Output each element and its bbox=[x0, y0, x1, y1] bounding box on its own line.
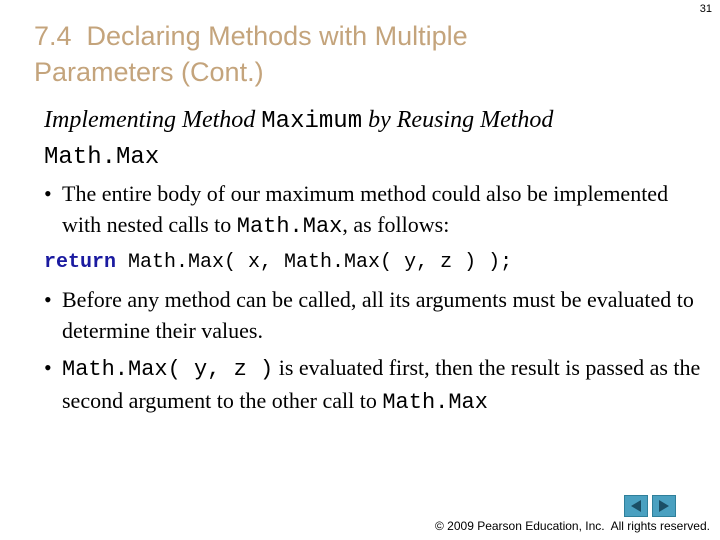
slide-subtitle bbox=[44, 103, 704, 175]
previous-slide-button[interactable] bbox=[624, 495, 648, 517]
subtitle-text-1: Implementing Method bbox=[44, 107, 262, 133]
slide-number: 31 bbox=[699, 3, 712, 15]
bullet-3-code-2: Math.Max bbox=[382, 390, 488, 415]
title-line-2: Parameters (Cont.) bbox=[34, 57, 264, 87]
bullet-3-code: Math.Max( y, z ) bbox=[62, 357, 274, 382]
triangle-left-icon bbox=[629, 499, 643, 513]
bullet-dot: • bbox=[44, 287, 52, 312]
code-line bbox=[44, 249, 512, 277]
code-keyword: return bbox=[44, 251, 117, 274]
triangle-right-icon bbox=[657, 499, 671, 513]
title-line-1: 7.4 Declaring Methods with Multiple bbox=[34, 21, 468, 51]
slide-title bbox=[34, 18, 654, 90]
bullet-1-text-2: , as follows: bbox=[342, 212, 450, 237]
bullet-3 bbox=[44, 352, 712, 418]
bullet-2 bbox=[44, 284, 712, 346]
bullet-1 bbox=[44, 178, 712, 242]
bullet-dot: • bbox=[44, 355, 52, 380]
slide-navigation bbox=[624, 495, 676, 517]
bullet-1-text-1: The entire body of our maximum method could also be implemented with nested calls to bbox=[62, 181, 669, 237]
subtitle-text-2: by Reusing Method bbox=[362, 107, 560, 133]
bullet-3-text: is evaluated first, then the result is passed as the second argument to the other call to bbox=[62, 355, 701, 413]
copyright-notice: © 2009 Pearson Education, Inc. All rights reserved. bbox=[435, 519, 710, 533]
bullet-dot: • bbox=[44, 181, 52, 206]
subtitle-code-1: Maximum bbox=[261, 108, 363, 135]
bullet-1-code: Math.Max bbox=[236, 214, 343, 239]
code-rest: Math.Max( x, Math.Max( y, z ) ); bbox=[116, 251, 513, 274]
bullet-2-text: Before any method can be called, all its arguments must be evaluated to determine their values. bbox=[62, 287, 694, 343]
subtitle-code-2: Math.Max bbox=[44, 144, 160, 171]
next-slide-button[interactable] bbox=[652, 495, 676, 517]
